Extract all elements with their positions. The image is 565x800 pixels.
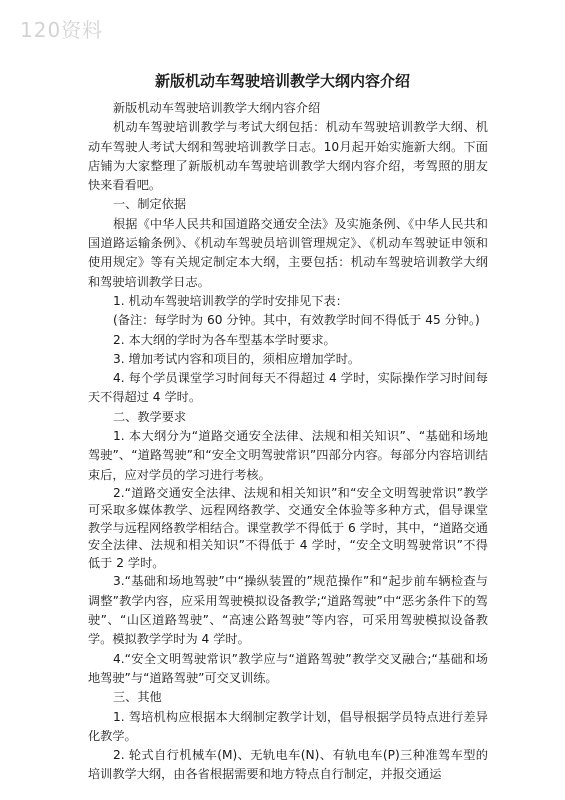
note: (备注：每学时为 60 分钟。其中，有效教学时间不得低于 45 分钟。) bbox=[113, 313, 480, 328]
paragraph: 新版机动车驾驶培训教学大纲内容介绍 bbox=[113, 101, 321, 115]
list-item: 1. 机动车驾驶培训教学的学时安排见下表： bbox=[113, 293, 348, 308]
list-item: 2. 轮式自行机械车(M)、无轨电车(N)、有轨电车(P)三种准驾车型的培训教学大纲，由各省根据需要和地方特点自行制定，并报交通运 bbox=[88, 748, 488, 782]
list-item: 1. 驾培机构应根据本大纲制定教学计划，倡导根据学员特点进行差异化教学。 bbox=[88, 709, 488, 743]
section-heading: 三、其他 bbox=[113, 690, 162, 705]
document-title: 新版机动车驾驶培训教学大纲内容介绍 bbox=[154, 72, 410, 90]
list-item: 3. 增加考试内容和项目的，须相应增加学时。 bbox=[113, 351, 361, 366]
list-item: 1. 本大纲分为“道路交通安全法律、法规和相关知识”、“基础和场地驾驶”、“道路驾驶”和“安全文明驾驶常识”四部分内容。每部分内容培训结束后，应对学员的学习进行考核。 bbox=[88, 429, 488, 482]
section-heading: 二、教学要求 bbox=[113, 409, 187, 424]
document-body bbox=[88, 99, 488, 785]
list-item: 2.“道路交通安全法律、法规和相关知识”和“安全文明驾驶常识”教学可采取多媒体教学、远程网络教学、交通安全体验等多种方式，倡导课堂教学与远程网络教学相结合。课堂教学不得低于 6 学时，其中，“道路交通安全法律、法规和相关知识”不得低于 4 学时，“安全文明驾驶常识”不得低于 2 学时。 bbox=[88, 485, 488, 570]
list-item: 4. 每个学员课堂学习时间每天不得超过 4 学时，实际操作学习时间每天不得超过 4 学时。 bbox=[88, 371, 488, 405]
list-item: 4.“安全文明驾驶常识”教学应与“道路驾驶”教学交叉融合;“基础和场地驾驶”与“道路驾驶”可交叉训练。 bbox=[88, 651, 488, 685]
paragraph: 根据《中华人民共和国道路交通安全法》及实施条例、《中华人民共和国道路运输条例》、《机动车驾驶员培训管理规定》、《机动车驾驶证申领和使用规定》等有关规定制定本大纲，主要包括：机动车驾驶培训教学大纲和驾驶培训教学日志。 bbox=[88, 216, 488, 289]
list-item: 3.“基础和场地驾驶”中“操纵装置的”规范操作”和“起步前车辆检查与调整”教学内容，应采用驾驶模拟设备教学;“道路驾驶”中“恶劣条件下的驾驶”、“山区道路驾驶”、“高速公路驾驶”等内容，可采用驾驶模拟设备教学。模拟教学学时为 4 学时。 bbox=[88, 574, 488, 647]
section-heading: 一、制定依据 bbox=[113, 197, 187, 212]
paragraph: 机动车驾驶培训教学与考试大纲包括：机动车驾驶培训教学大纲、机动车驾驶人考试大纲和驾驶培训教学日志。10月起开始实施新大纲。下面店铺为大家整理了新版机动车驾驶培训教学大纲内容介绍，考驾照的朋友快来看看吧。 bbox=[88, 120, 488, 193]
list-item: 2. 本大纲的学时为各车型基本学时要求。 bbox=[113, 332, 336, 347]
watermark: 120资料 bbox=[20, 18, 104, 42]
